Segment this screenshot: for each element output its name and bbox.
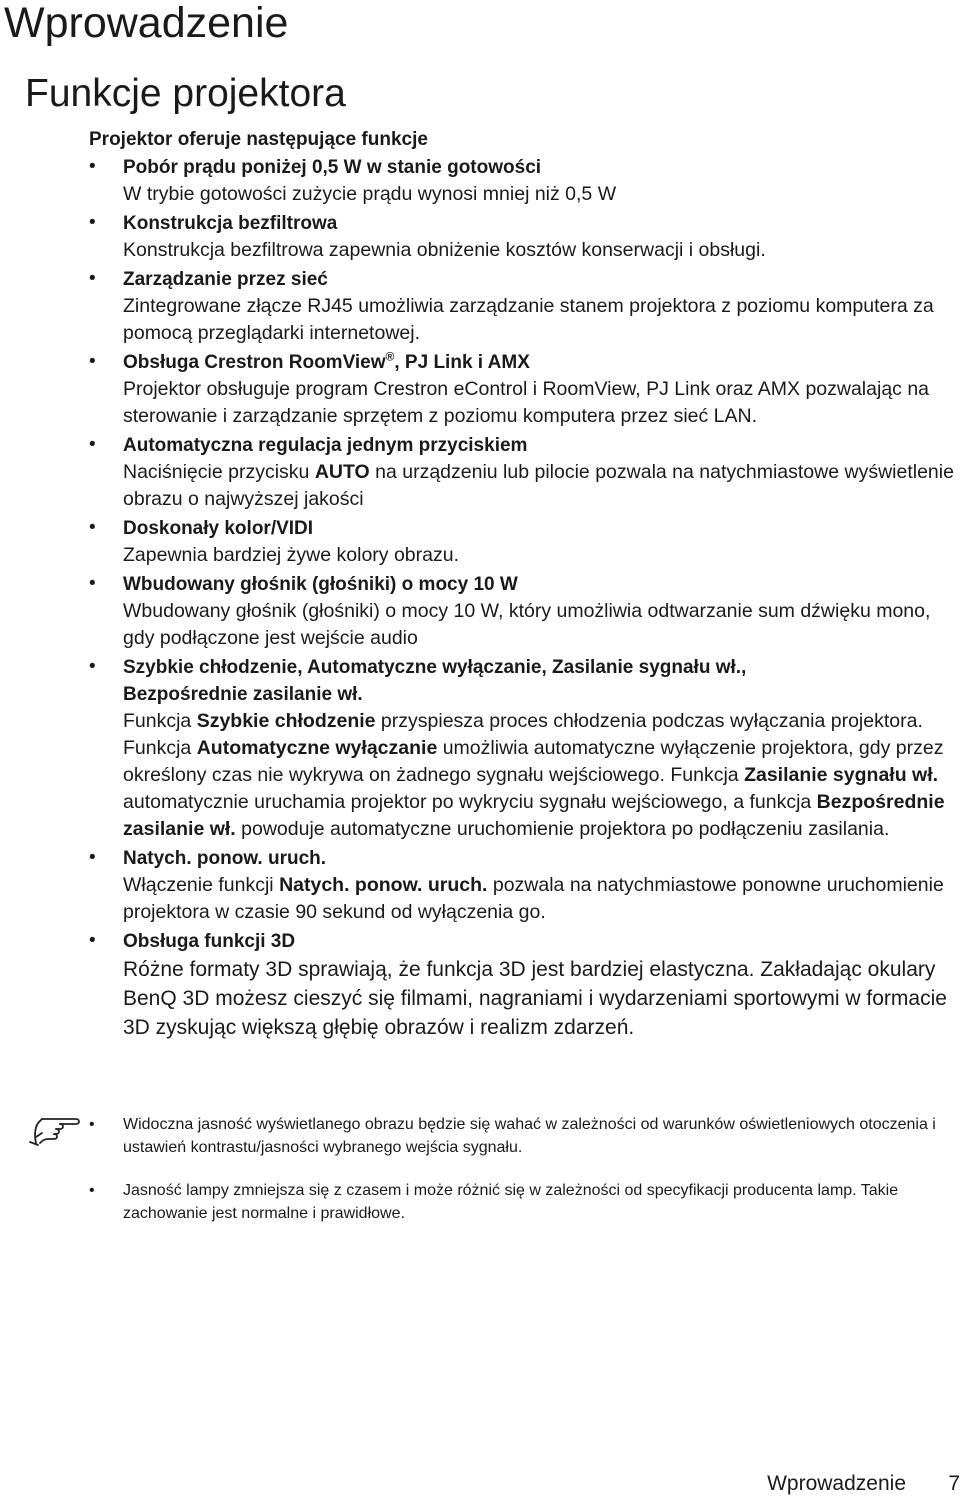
description-text: automatycznie uruchamia projektor po wykryciu sygnału wejściowego, a funkcja (123, 791, 817, 813)
feature-item (89, 210, 957, 264)
bullet-icon: • (89, 847, 96, 868)
bullet-icon: • (89, 212, 96, 233)
bullet-icon: • (89, 351, 96, 372)
bullet-icon: • (89, 573, 96, 594)
footer-chapter-label: Wprowadzenie (767, 1472, 906, 1495)
note-item (89, 1113, 957, 1159)
description-text: Naciśnięcie przycisku (123, 461, 315, 483)
feature-item (89, 266, 957, 347)
function-name: Bezpośrednie zasilanie wł. (123, 791, 945, 840)
note-item (89, 1179, 957, 1225)
description-text: na urządzeniu lub pilocie pozwala na natychmiastowe wyświetlenie obrazu o najwyższej jakości (123, 461, 954, 510)
function-name: Zasilanie sygnału wł. (744, 764, 939, 786)
feature-title-line: Szybkie chłodzenie, Automatyczne wyłączanie, Zasilanie sygnału wł., (123, 657, 747, 678)
feature-description: Zapewnia bardziej żywe kolory obrazu. (123, 544, 459, 566)
feature-item (89, 349, 957, 430)
bullet-icon: • (89, 656, 96, 677)
feature-title (123, 349, 957, 376)
description-text: powoduje automatyczne uruchomienie projektora po podłączeniu zasilania. (235, 818, 890, 840)
feature-item (89, 154, 957, 208)
description-text: Funkcja (123, 710, 197, 732)
feature-description: Zintegrowane złącze RJ45 umożliwia zarządzanie stanem projektora z poziomu komputera za pomocą przeglądarki internetowej. (123, 295, 934, 344)
feature-item (89, 845, 957, 926)
feature-description: Wbudowany głośnik (głośniki) o mocy 10 W, który umożliwia odtwarzanie sum dźwięku mono, gdy podłączone jest wejście audio (123, 600, 931, 649)
button-name: AUTO (314, 461, 370, 483)
bullet-icon: • (89, 434, 96, 455)
description-text: Włączenie funkcji (123, 874, 280, 896)
feature-description: Konstrukcja bezfiltrowa zapewnia obniżenie kosztów konserwacji i obsługi. (123, 239, 766, 261)
feature-title: Konstrukcja bezfiltrowa (123, 213, 338, 234)
chapter-title: Wprowadzenie (4, 0, 289, 47)
notes (89, 1113, 957, 1245)
feature-description: W trybie gotowości zużycie prądu wynosi mniej niż 0,5 W (123, 183, 617, 205)
bullet-icon: • (89, 930, 96, 951)
feature-title-text: Obsługa Crestron RoomView (123, 352, 386, 373)
function-name: Szybkie chłodzenie (196, 710, 376, 732)
feature-description: Różne formaty 3D sprawiają, że funkcja 3D jest bardziej elastyczna. Zakładając okulary BenQ 3D możesz cieszyć się filmami, nagraniami i wydarzeniami sportowymi w formacie 3D zyskując większą głębię obrazów i realizm zdarzeń. (123, 958, 947, 1039)
bullet-icon: • (89, 517, 96, 538)
feature-description (123, 459, 957, 513)
registered-mark: ® (385, 349, 395, 364)
feature-item (89, 571, 957, 652)
bullet-icon: • (89, 1116, 95, 1133)
intro-text: Projektor oferuje następujące funkcje (89, 129, 428, 150)
description-text: umożliwia automatyczne wyłączenie projektora, gdy przez określony czas nie wykrywa on żadnego sygnału wejściowego. Funkcja (123, 737, 944, 786)
feature-list (89, 154, 957, 1042)
bullet-icon: • (89, 268, 96, 289)
description-text: przyspiesza proces chłodzenia podczas wyłączania projektora. Funkcja (123, 710, 923, 759)
note-text: Jasność lampy zmniejsza się z czasem i może różnić się w zależności od specyfikacji producenta lamp. Takie zachowanie jest normalne i prawidłowe. (123, 1182, 899, 1222)
section-title: Funkcje projektora (25, 72, 346, 115)
feature-title-line: Bezpośrednie zasilanie wł. (123, 684, 363, 705)
feature-item (89, 928, 957, 1042)
feature-title: Natych. ponow. uruch. (123, 848, 327, 869)
feature-description (123, 872, 957, 926)
function-name: Automatyczne wyłączanie (196, 737, 438, 759)
page-number: 7 (948, 1472, 960, 1495)
feature-description (123, 708, 957, 843)
feature-title: Zarządzanie przez sieć (123, 269, 328, 290)
feature-title-text: , PJ Link i AMX (394, 352, 530, 373)
feature-description: Projektor obsługuje program Crestron eControl i RoomView, PJ Link oraz AMX pozwalając na sterowanie i zarządzanie sprzętem z poziomu komputera przez sieć LAN. (123, 378, 930, 427)
feature-title: Obsługa funkcji 3D (123, 931, 296, 952)
bullet-icon: • (89, 156, 96, 177)
bullet-icon: • (89, 1182, 95, 1199)
pointing-hand-icon (28, 1113, 84, 1147)
feature-item (89, 515, 957, 569)
page-footer (767, 1470, 960, 1498)
note-text: Widoczna jasność wyświetlanego obrazu będzie się wahać w zależności od warunków oświetleniowych otoczenia i ustawień kontrastu/jasności wybranego wejścia sygnału. (123, 1116, 936, 1156)
function-name: Natych. ponow. uruch. (279, 874, 488, 896)
feature-item (89, 654, 957, 843)
feature-title: Automatyczna regulacja jednym przyciskiem (123, 435, 528, 456)
feature-title: Pobór prądu poniżej 0,5 W w stanie gotowości (123, 157, 542, 178)
feature-title (123, 654, 957, 708)
feature-title: Wbudowany głośnik (głośniki) o mocy 10 W (123, 574, 518, 595)
description-text: pozwala na natychmiastowe ponowne uruchomienie projektora w czasie 90 sekund od wyłączenia go. (123, 874, 944, 923)
feature-title: Doskonały kolor/VIDI (123, 518, 314, 539)
feature-item (89, 432, 957, 513)
feature-content (89, 127, 957, 1044)
